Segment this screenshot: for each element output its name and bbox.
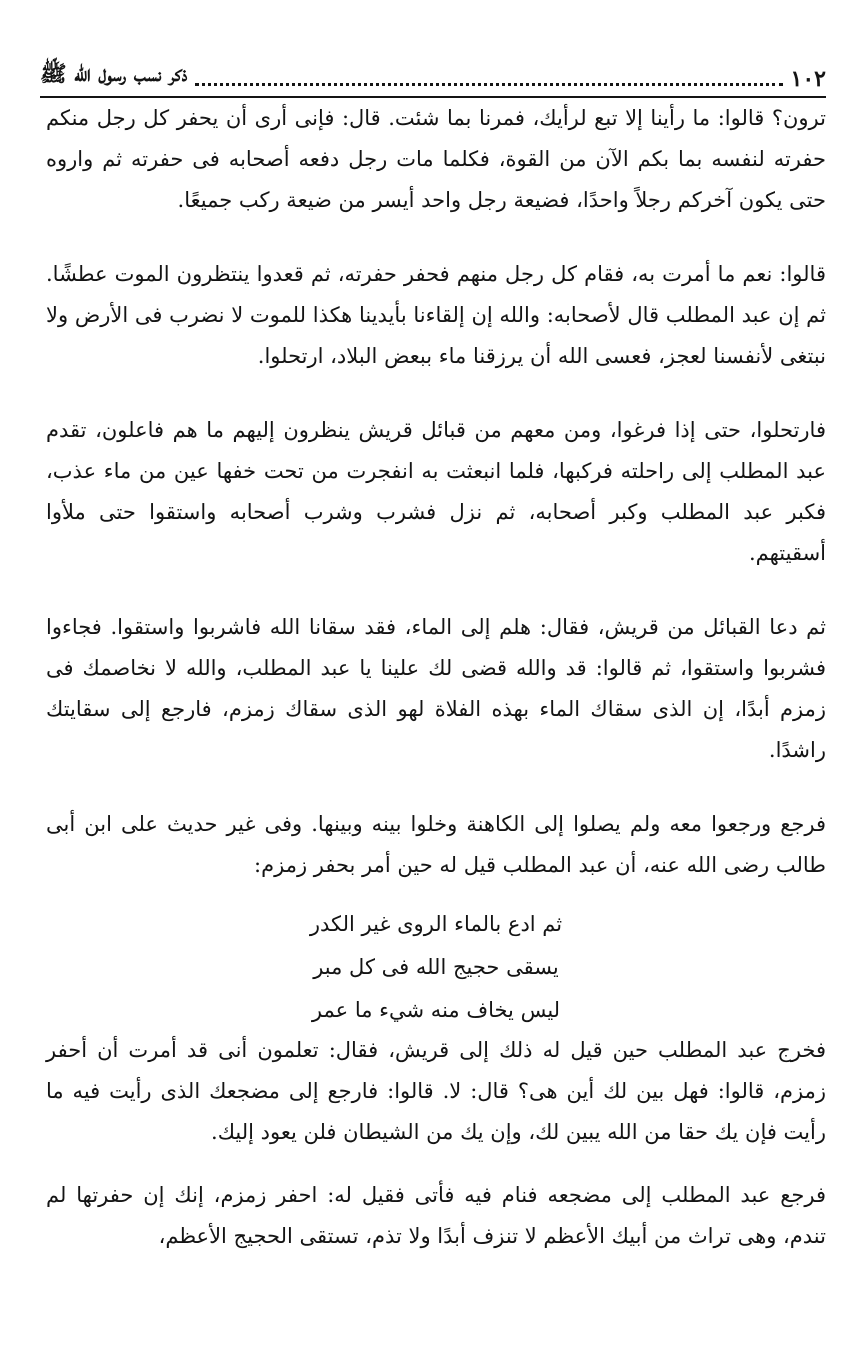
verse-line-3: ليس يخاف منه شيء ما عمر xyxy=(311,998,561,1022)
paragraph-6: فخرج عبد المطلب حين قيل له ذلك إلى قريش، فقال: تعلمون أنى قد أمرت أن أحفر زمزم، قالوا: فهل بين لك أين هى؟ قال: لا. قالوا: فارجع إلى مضجعك الذى رأيت فيه ما رأيت فإن يك حقا من الله يبين لك، وإن يك من الشيطان فلن يعود إليك. xyxy=(46,1038,826,1144)
verse-line-2: يسقى حجيج الله فى كل مبر xyxy=(313,955,559,979)
header-dot-leader xyxy=(195,83,782,86)
poem-verses xyxy=(46,903,826,1032)
paragraph-5: فرجع ورجعوا معه ولم يصلوا إلى الكاهنة وخلوا بينه وبينها. وفى غير حديث على ابن أبى طالب رضى الله عنه، أن عبد المطلب قيل له حين أمر بحفر زمزم: xyxy=(46,812,826,877)
page-body xyxy=(46,98,826,1290)
paragraph-4: ثم دعا القبائل من قريش، فقال: هلم إلى الماء، فقد سقانا الله فاشربوا واستقوا. فجاءوا فشربوا واستقوا، ثم قالوا: قد والله قضى لك علينا يا عبد المطلب، والله لا نخاصمك فى زمزم أبدًا، إن الذى سقاك الماء بهذه الفلاة لهو الذى سقاك زمزم، فارجع إلى سقايتك راشدًا. xyxy=(46,615,826,762)
verse-line-1: ثم ادع بالماء الروى غير الكدر xyxy=(309,912,563,936)
page-number: ١٠٢ xyxy=(790,66,826,92)
paragraph-3: فارتحلوا، حتى إذا فرغوا، ومن معهم من قبائل قريش ينظرون إليهم ما هم فاعلون، تقدم عبد المطلب إلى راحلته فركبها، فلما انبعثت به انفجرت من تحت خفها عين من ماء عذب، فكبر عبد المطلب وكبر أصحابه، ثم نزل فشرب وشرب أصحابه واستقوا حتى ملأوا أسقيتهم. xyxy=(46,418,826,565)
running-title: ذكر نسب رسول الله ﷺ xyxy=(40,61,188,87)
running-header xyxy=(40,52,826,92)
paragraph-2: قالوا: نعم ما أمرت به، فقام كل رجل منهم فحفر حفرته، ثم قعدوا ينتظرون الموت عطشًا. ثم إن عبد المطلب قال لأصحابه: والله إن إلقاءنا بأيدينا هكذا للموت لا نضرب فى الأرض ولا نبتغى لأنفسنا لعجز، فعسى الله أن يرزقنا ماء ببعض البلاد، ارتحلوا. xyxy=(46,262,826,368)
paragraph-7: فرجع عبد المطلب إلى مضجعه فنام فيه فأتى فقيل له: احفر زمزم، إنك إن حفرتها لم تندم، وهى تراث من أبيك الأعظم لا تنزف أبدًا ولا تذم، تستقى الحجيج الأعظم، xyxy=(46,1183,826,1248)
paragraph-1: ترون؟ قالوا: ما رأينا إلا تبع لرأيك، فمرنا بما شئت. قال: فإنى أرى أن يحفر كل رجل منكم حفرته لنفسه بما بكم الآن من القوة، فكلما مات رجل دفعه أصحابه فى حفرته ثم واروه حتى يكون آخركم رجلاً واحدًا، فضيعة رجل واحد أيسر من ضيعة ركب جميعًا. xyxy=(46,106,826,212)
